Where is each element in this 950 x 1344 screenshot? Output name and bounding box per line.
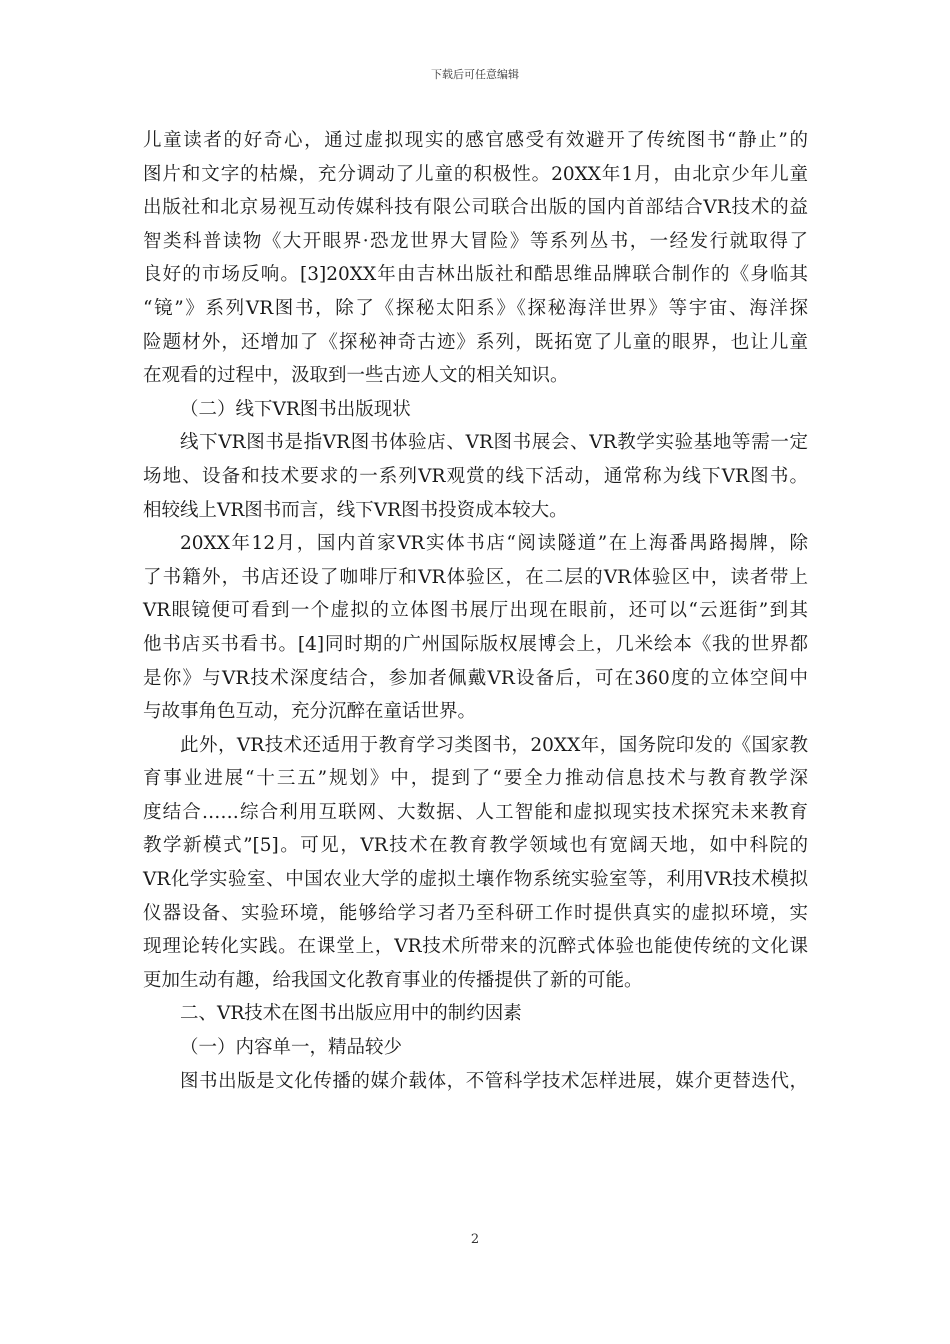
body-line-25: 现理论转化实践。在课堂上，VR技术所带来的沉醉式体验也能使传统的文化课	[143, 936, 808, 958]
body-line-10: 线下VR图书是指VR图书体验店、VR图书展会、VR教学实验基地等需一定	[180, 432, 808, 454]
body-line-6: “镜”》系列VR图书，除了《探秘太阳系》《探秘海洋世界》等宇宙、海洋探	[143, 297, 808, 319]
body-line-20: 育事业进展“十三五”规划》中，提到了“要全力推动信息技术与教育教学深	[143, 768, 808, 790]
body-line-2: 图片和文字的枯燥，充分调动了儿童的积极性。20XX年1月，由北京少年儿童	[143, 163, 808, 185]
body-line-14: 了书籍外，书店还设了咖啡厅和VR体验区，在二层的VR体验区中，读者带上	[143, 566, 808, 588]
body-line-18: 与故事角色互动，充分沉醉在童话世界。	[143, 701, 477, 723]
body-line-26: 更加生动有趣，给我国文化教育事业的传播提供了新的可能。	[143, 969, 643, 991]
body-line-12: 相较线上VR图书而言，线下VR图书投资成本较大。	[143, 499, 568, 521]
body-line-8: 在观看的过程中，汲取到一些古迹人文的相关知识。	[143, 365, 569, 387]
body-line-23: VR化学实验室、中国农业大学的虚拟土壤作物系统实验室等，利用VR技术模拟	[143, 869, 808, 891]
section-heading-constraints: 二、VR技术在图书出版应用中的制约因素	[180, 1003, 522, 1025]
body-line-16: 他书店买书看书。[4]同时期的广州国际版权展博会上，几米绘本《我的世界都	[143, 633, 808, 655]
body-line-17: 是你》与VR技术深度结合，参加者佩戴VR设备后，可在360度的立体空间中	[143, 667, 808, 689]
body-line-24: 仪器设备、实验环境，能够给学习者乃至科研工作时提供真实的虚拟环境，实	[143, 902, 808, 924]
body-line-7: 险题材外，还增加了《探秘神奇古迹》系列，既拓宽了儿童的眼界，也让儿童	[143, 331, 808, 353]
page-number: 2	[470, 1232, 480, 1247]
section-heading-offline-vr: （二）线下VR图书出版现状	[180, 398, 411, 420]
page-header: 下载后可任意编辑	[431, 68, 519, 81]
subsection-heading-content: （一）内容单一，精品较少	[180, 1037, 403, 1059]
body-line-22: 教学新模式”[5]。可见，VR技术在教育教学领域也有宽阔天地，如中科院的	[143, 835, 808, 857]
body-line-5: 良好的市场反响。[3]20XX年由吉林出版社和酷思维品牌联合制作的《身临其	[143, 264, 808, 286]
body-line-11: 场地、设备和技术要求的一系列VR观赏的线下活动，通常称为线下VR图书。	[143, 465, 808, 487]
body-line-21: 度结合……综合利用互联网、大数据、人工智能和虚拟现实技术探究未来教育	[143, 801, 808, 823]
body-line-1: 儿童读者的好奇心，通过虚拟现实的感官感受有效避开了传统图书“静止”的	[143, 130, 808, 151]
body-line-15: VR眼镜便可看到一个虚拟的立体图书展厅出现在眼前，还可以“云逛街”到其	[143, 600, 808, 622]
body-line-19: 此外，VR技术还适用于教育学习类图书，20XX年，国务院印发的《国家教	[180, 734, 808, 756]
document-body	[143, 124, 808, 1098]
body-line-13: 20XX年12月，国内首家VR实体书店“阅读隧道”在上海番禺路揭牌，除	[180, 533, 808, 555]
body-line-3: 出版社和北京易视互动传媒科技有限公司联合出版的国内首部结合VR技术的益	[143, 197, 808, 219]
body-line-29: 图书出版是文化传播的媒介载体，不管科学技术怎样进展，媒介更替迭代，	[180, 1070, 808, 1092]
body-line-4: 智类科普读物《大开眼界·恐龙世界大冒险》等系列丛书，一经发行就取得了	[143, 230, 808, 252]
